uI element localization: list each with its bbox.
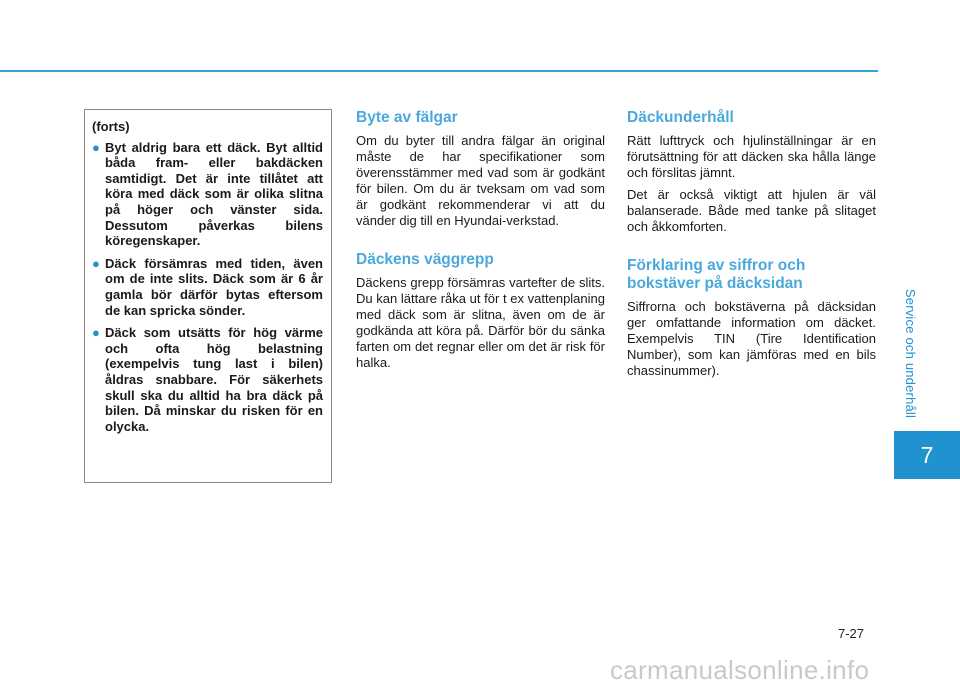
section-title: Däckens väggrepp <box>356 251 494 268</box>
warning-item-text: Däck försämras med tiden, även om de inte slits. Däck som är 6 år gamla bör därför bytas eftersom de kan spricka sönder. <box>105 255 323 318</box>
bullet-icon: ● <box>92 139 100 155</box>
bullet-icon: ● <box>92 255 100 271</box>
chapter-number: 7 <box>920 441 934 468</box>
section-title: Byte av fälgar <box>356 109 458 126</box>
right-column <box>627 109 876 401</box>
section-title: Däckunderhåll <box>627 109 734 126</box>
bullet-icon: ● <box>92 325 100 341</box>
section-tire-maintenance <box>627 109 876 235</box>
section-title: Förklaring av siffror och bokstäver på däcksidan <box>627 257 806 292</box>
warning-item <box>92 256 323 318</box>
warning-list <box>92 140 323 435</box>
chapter-tab <box>894 431 960 479</box>
section-side-label-text: Service och underhåll <box>903 288 919 418</box>
section-paragraph: Siffrorna och bokstäverna på däcksidan ger omfattande information om däcket. Exempelvis TIN (Tire Identification Number), som kan jämföras med en bils chassinummer). <box>627 299 876 378</box>
section-side-label <box>897 283 925 423</box>
section-tire-grip <box>356 251 605 371</box>
section-paragraph: Det är också viktigt att hjulen är väl balanserade. Både med tanke på slitaget och åkkomforten. <box>627 187 876 234</box>
section-paragraph: Om du byter till andra fälgar än original måste de har specifikationer som överensstämmer med vad som är godkänt för bilen. Om du är tveksam om vad som är godkänt rekommenderar vi att du vänder dig till en Hyundai-verkstad. <box>356 133 605 228</box>
middle-column <box>356 109 605 393</box>
warning-item-text: Byt aldrig bara ett däck. Byt alltid båda fram- eller bakdäcken samtidigt. Det är inte tillåtet att köra med däck som är olika slitna på höger och vänster sida. Dessutom påverkas bilens köregenskaper. <box>105 139 323 249</box>
watermark: carmanualsonline.info <box>610 655 870 685</box>
section-paragraph: Däckens grepp försämras vartefter de slits. Du kan lättare råka ut för t ex vattenplaning med däck som är slitna, även om de är godkända att köra på. Därför bör du sänka farten om det regnar eller om det är risk för halka. <box>356 275 605 370</box>
warning-item <box>92 325 323 434</box>
section-paragraph: Rätt lufttryck och hjulinställningar är en förutsättning för att däcken ska hålla länge och förslitas jämnt. <box>627 133 876 180</box>
section-wheel-change <box>356 109 605 229</box>
warning-box-heading: (forts) <box>92 119 130 134</box>
warning-box <box>84 109 332 483</box>
page-number: 7-27 <box>838 626 865 641</box>
section-sidewall-codes <box>627 257 876 379</box>
warning-item <box>92 140 323 249</box>
header-rule <box>0 70 878 72</box>
warning-item-text: Däck som utsätts för hög värme och ofta hög belastning (exempelvis tung last i bilen) åldras snabbare. För säkerhets skull ska du alltid ha bra däck på bilen. Då minskar du risken för en olycka. <box>105 325 323 434</box>
